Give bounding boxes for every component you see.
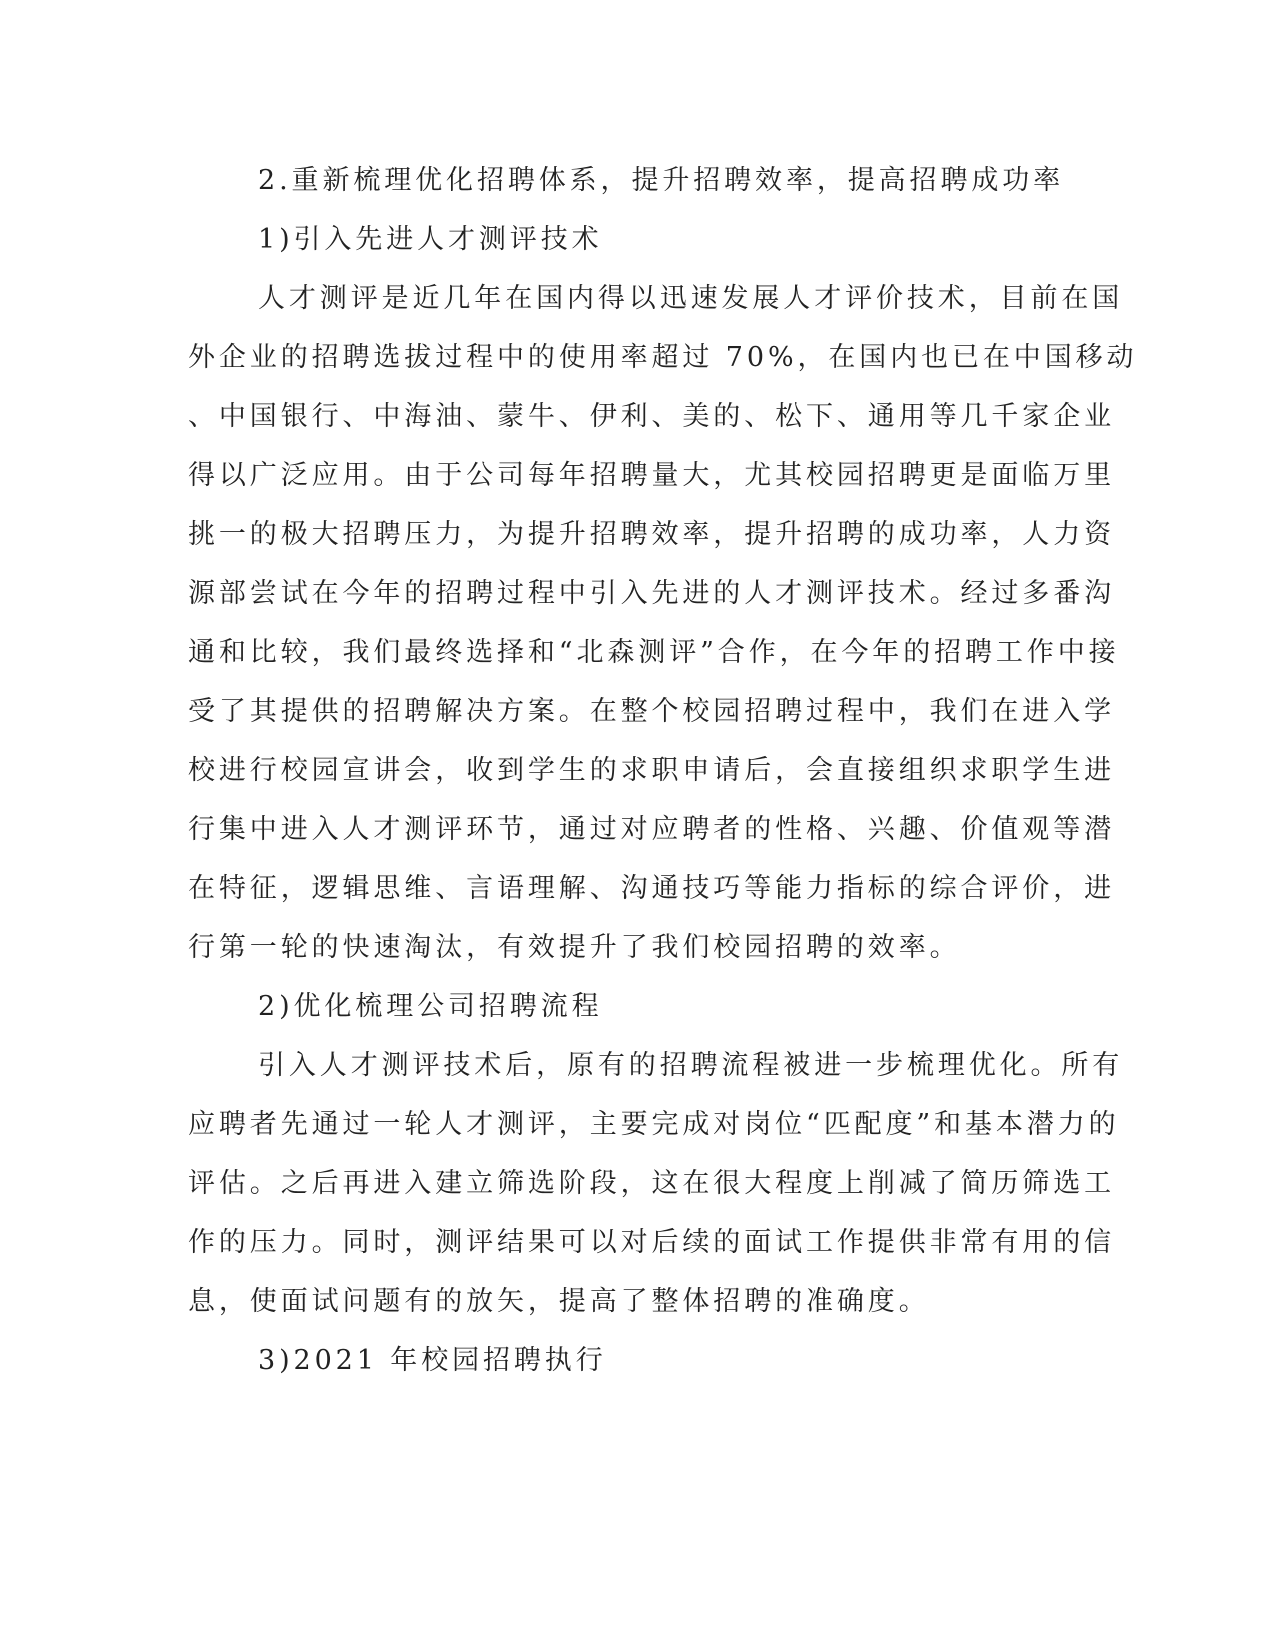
paragraph-1-line: 通和比较，我们最终选择和“北森测评”合作，在今年的招聘工作中接	[188, 637, 1120, 668]
paragraph-1-line: 行第一轮的快速淘汰，有效提升了我们校园招聘的效率。	[188, 932, 961, 963]
paragraph-2-line: 作的压力。同时，测评结果可以对后续的面试工作提供非常有用的信	[188, 1227, 1115, 1258]
paragraph-1-line: 校进行校园宣讲会，收到学生的求职申请后，会直接组织求职学生进	[188, 755, 1115, 786]
paragraph-1-line: 源部尝试在今年的招聘过程中引入先进的人才测评技术。经过多番沟	[188, 578, 1115, 609]
paragraph-1-line: 挑一的极大招聘压力，为提升招聘效率，提升招聘的成功率，人力资	[188, 519, 1115, 550]
paragraph-1-line: 人才测评是近几年在国内得以迅速发展人才评价技术，目前在国	[258, 283, 1124, 314]
paragraph-1-line: 、中国银行、中海油、蒙牛、伊利、美的、松下、通用等几千家企业	[188, 401, 1115, 432]
paragraph-1-line: 行集中进入人才测评环节，通过对应聘者的性格、兴趣、价值观等潜	[188, 814, 1115, 845]
paragraph-1-line: 受了其提供的招聘解决方案。在整个校园招聘过程中，我们在进入学	[188, 696, 1115, 727]
paragraph-1-line: 外企业的招聘选拔过程中的使用率超过 70%，在国内也已在中国移动	[188, 342, 1138, 373]
subheading-1: 1)引入先进人才测评技术	[258, 224, 603, 255]
paragraph-2-line: 应聘者先通过一轮人才测评，主要完成对岗位“匹配度”和基本潜力的	[188, 1109, 1120, 1140]
paragraph-1-line: 得以广泛应用。由于公司每年招聘量大，尤其校园招聘更是面临万里	[188, 460, 1115, 491]
paragraph-2-line: 息，使面试问题有的放矢，提高了整体招聘的准确度。	[188, 1286, 930, 1317]
section-heading: 2.重新梳理优化招聘体系，提升招聘效率，提高招聘成功率	[258, 165, 1065, 196]
paragraph-2-line: 引入人才测评技术后，原有的招聘流程被进一步梳理优化。所有	[258, 1050, 1124, 1081]
paragraph-1-line: 在特征，逻辑思维、言语理解、沟通技巧等能力指标的综合评价，进	[188, 873, 1115, 904]
paragraph-2-line: 评估。之后再进入建立筛选阶段，这在很大程度上削减了简历筛选工	[188, 1168, 1115, 1199]
subheading-3: 3)2021 年校园招聘执行	[258, 1345, 607, 1376]
subheading-2: 2)优化梳理公司招聘流程	[258, 991, 603, 1022]
